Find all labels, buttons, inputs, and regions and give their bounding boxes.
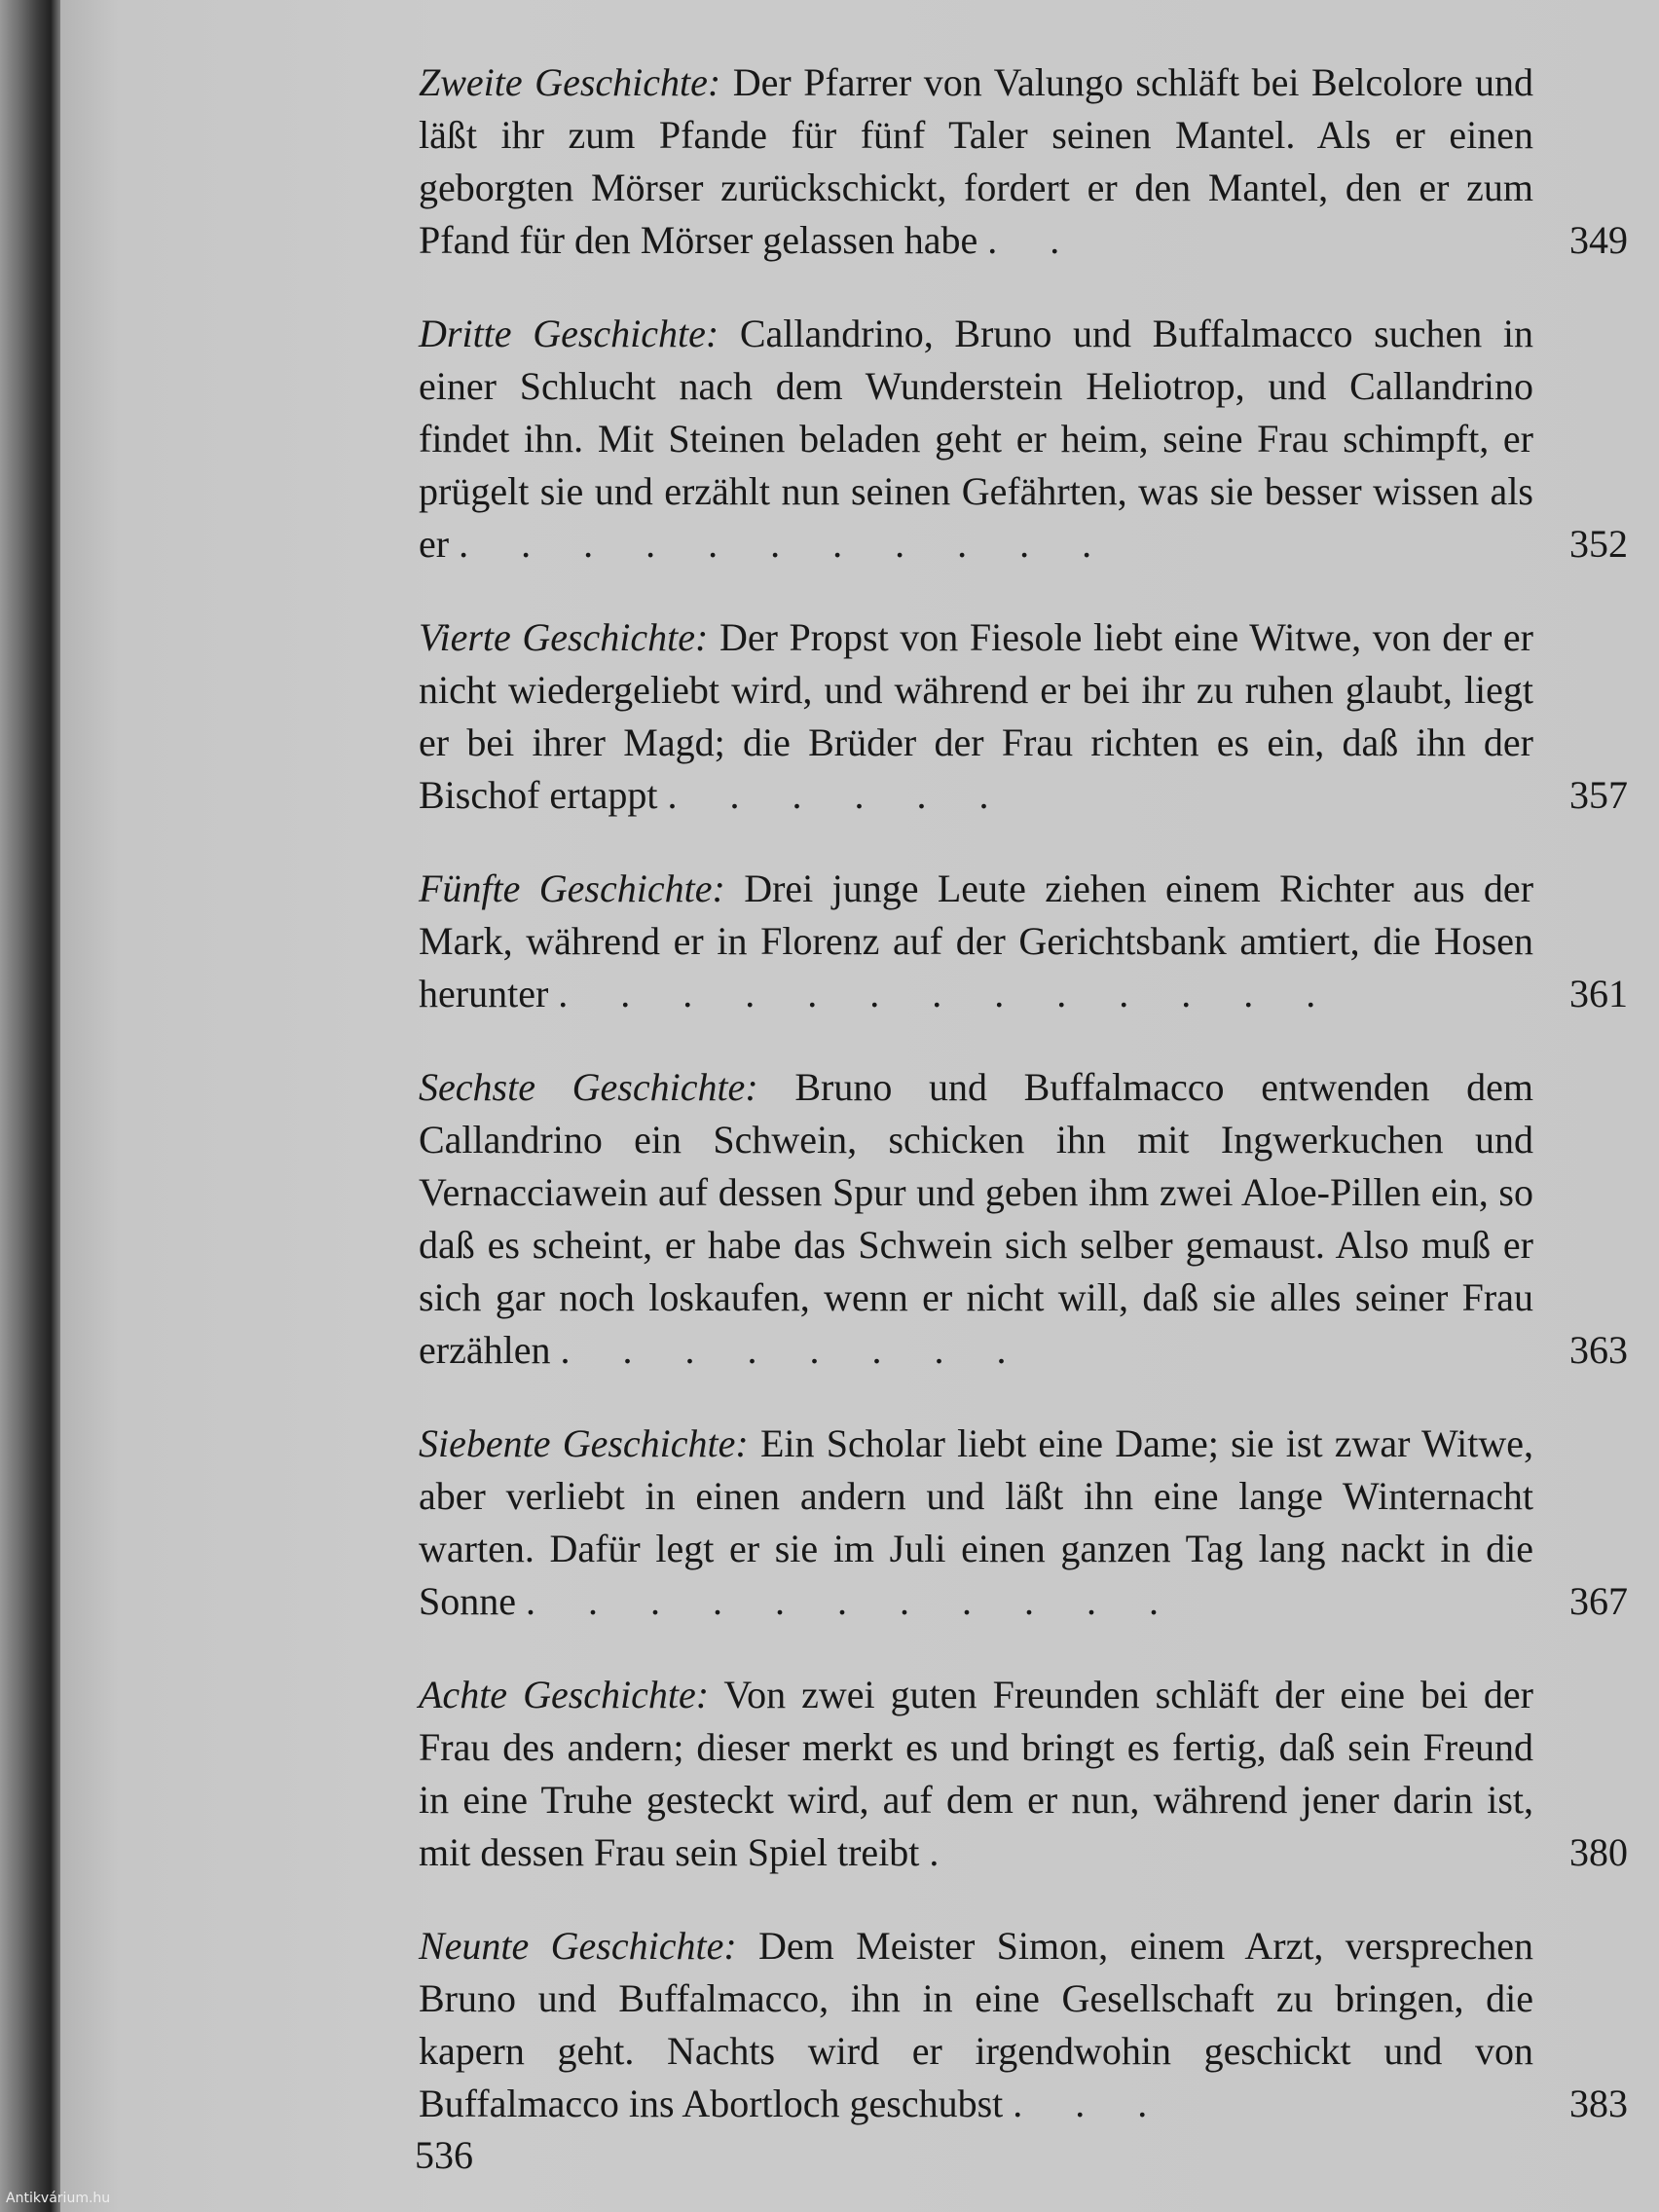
entry-text xyxy=(419,1920,1533,2130)
story-title: Neunte Geschichte: xyxy=(419,1924,737,1968)
story-title: Siebente Geschichte: xyxy=(419,1421,749,1465)
toc-entry xyxy=(419,863,1628,1020)
page-number: 367 xyxy=(1569,1579,1628,1623)
story-summary: Von zwei guten Freunden schläft der eine bei der Frau des andern; dieser merkt es und bringt es fertig, daß sein Freund in eine Truhe gesteckt wird, auf dem er nun, während jener darin ist, mit dessen Frau sein Spiel treibt xyxy=(419,1673,1534,1874)
table-of-contents xyxy=(419,56,1628,2171)
story-title: Achte Geschichte: xyxy=(419,1673,710,1716)
dot-leader: . . xyxy=(987,218,1082,262)
entry-text xyxy=(419,308,1533,571)
story-summary: Der Pfarrer von Valungo schläft bei Belcolore und läßt ihr zum Pfande für fünf Taler seinen Mantel. Als er einen geborgten Mörser zurückschickt, fordert er den Mantel, den er zum Pfand für den Mörser gelassen habe xyxy=(419,60,1533,262)
entry-text xyxy=(419,863,1533,1020)
toc-entry xyxy=(419,1418,1628,1628)
book-binding xyxy=(0,0,60,2212)
book-page xyxy=(60,0,1659,2212)
story-summary: Dem Meister Simon, einem Arzt, versprechen Bruno und Buffalmacco, ihn in eine Gesellschaft zu bringen, die kapern geht. Nachts wird er irgendwohin geschickt und von Buffalmacco ins Abortloch geschubst xyxy=(419,1924,1533,2125)
toc-entry xyxy=(419,1669,1628,1879)
entry-text xyxy=(419,611,1533,822)
watermark: Antikvárium.hu xyxy=(6,2191,111,2206)
entry-text xyxy=(419,56,1533,267)
page-number: 380 xyxy=(1569,1830,1628,1874)
story-title: Dritte Geschichte: xyxy=(419,312,719,355)
dot-leader: . . . . . . . . xyxy=(560,1328,1028,1372)
story-title: Vierte Geschichte: xyxy=(419,615,709,659)
page-number: 383 xyxy=(1569,2082,1628,2125)
dot-leader: . . . . . . xyxy=(667,773,1011,817)
page-number: 357 xyxy=(1569,773,1628,817)
toc-entry xyxy=(419,1920,1628,2130)
dot-leader: . . . . . . . . . . . xyxy=(459,522,1114,566)
dot-leader: . . . xyxy=(1013,2082,1169,2125)
toc-entry xyxy=(419,1061,1628,1377)
page-number: 352 xyxy=(1569,522,1628,566)
story-title: Sechste Geschichte: xyxy=(419,1065,758,1109)
story-summary: Ein Scholar liebt eine Dame; sie ist zwar Witwe, aber verliebt in einen andern und läßt ihn eine lange Winternacht warten. Dafür legt er sie im Juli einen ganzen Tag lang nackt in die Sonne xyxy=(419,1421,1533,1623)
story-summary: Drei junge Leute ziehen einem Richter aus der Mark, während er in Florenz auf der Gerichtsbank amtiert, die Hosen herunter xyxy=(419,866,1534,1015)
dot-leader: . xyxy=(929,1830,961,1874)
folio-page-number: 536 xyxy=(415,2133,473,2177)
story-summary: Bruno und Buffalmacco entwenden dem Callandrino ein Schwein, schicken ihn mit Ingwerkuchen und Vernacciawein auf dessen Spur und geben ihm zwei Aloe-Pillen ein, so daß es scheint, er habe das Schwein sich selber gemaust. Also muß er sich gar noch loskaufen, wenn er nicht will, daß sie alles seiner Frau erzählen xyxy=(419,1065,1534,1372)
page-number: 361 xyxy=(1569,972,1628,1015)
story-title: Fünfte Geschichte: xyxy=(419,866,725,910)
dot-leader: . . . . . . . . . . . xyxy=(526,1579,1180,1623)
toc-entry xyxy=(419,308,1628,571)
entry-text xyxy=(419,1669,1533,1879)
entry-text xyxy=(419,1418,1533,1628)
dot-leader: . . . . . . . . . . . . . xyxy=(558,972,1338,1015)
story-title: Zweite Geschichte: xyxy=(419,60,721,104)
page-number: 363 xyxy=(1569,1328,1628,1372)
toc-entry xyxy=(419,56,1628,267)
page-number: 349 xyxy=(1569,218,1628,262)
story-summary: Der Propst von Fiesole liebt eine Witwe, von der er nicht wiedergeliebt wird, und während er bei ihr zu ruhen glaubt, liegt er bei ihrer Magd; die Brüder der Frau richten es ein, daß ihn der Bischof ertappt xyxy=(419,615,1534,817)
story-summary: Callandrino, Bruno und Buffalmacco suchen in einer Schlucht nach dem Wunderstein Heliotrop, und Callandrino findet ihn. Mit Steinen beladen geht er heim, seine Frau schimpft, er prügelt sie und erzählt nun seinen Gefährten, was sie besser wissen als er xyxy=(419,312,1534,566)
entry-text xyxy=(419,1061,1533,1377)
toc-entry xyxy=(419,611,1628,822)
